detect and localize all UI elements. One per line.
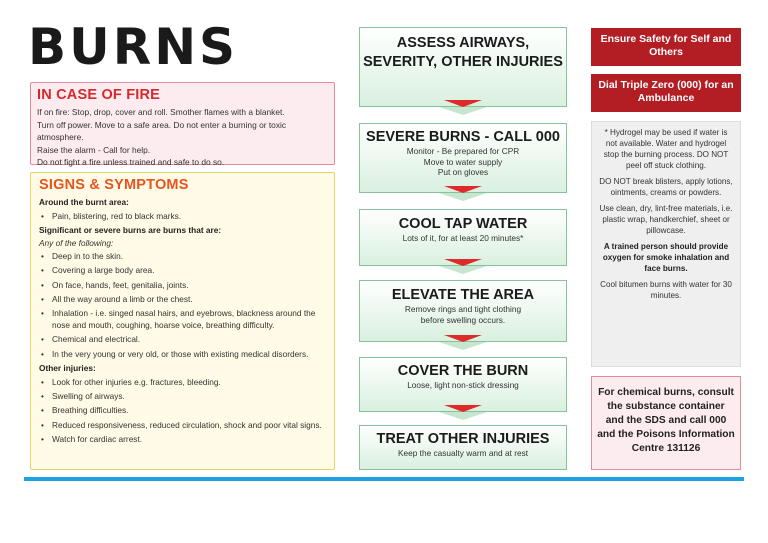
list-item: • In the very young or very old, or those with existing medical disorders. <box>39 348 326 360</box>
step-elevate <box>359 280 567 342</box>
list-item: • Pain, blistering, red to black marks. <box>39 210 326 222</box>
note: Use clean, dry, lint-free materials, i.e. plastic wrap, handkerchief, sheet or pillowcase. <box>599 204 733 235</box>
step-detail: Loose, light non-stick dressing <box>407 380 519 390</box>
step-assess <box>359 27 567 107</box>
fire-panel <box>30 82 335 165</box>
step-detail: Keep the casualty warm and at rest <box>397 448 529 458</box>
around-heading: Around the burnt area: <box>39 197 129 207</box>
step-cool-water <box>359 209 567 266</box>
list-item: • All the way around a limb or the chest. <box>39 293 326 305</box>
footer-divider <box>24 477 744 481</box>
step-detail: Monitor - Be prepared for CPR <box>406 146 520 156</box>
list-item: • Swelling of airways. <box>39 390 326 402</box>
list-item: • Watch for cardiac arrest. <box>39 433 326 445</box>
step-title: COVER THE BURN <box>397 363 529 379</box>
fire-line: If on fire: Stop, drop, cover and roll. Smother flames with a blanket. <box>37 107 285 117</box>
step-title: SEVERE BURNS - CALL 000 <box>366 129 560 145</box>
step-detail: Lots of it, for at least 20 minutes* <box>402 233 524 243</box>
step-title: ASSESS AIRWAYS, SEVERITY, OTHER INJURIES <box>363 35 563 70</box>
note: Cool bitumen burns with water for 30 minutes. <box>600 280 732 300</box>
around-list <box>39 210 326 222</box>
step-detail: Move to water supply <box>423 156 503 167</box>
fire-line: Turn off power. Move to a safe area. Do not enter a burning or toxic atmosphere. <box>37 119 287 142</box>
list-item: • Breathing difficulties. <box>39 404 326 416</box>
step-treat-other <box>359 425 567 470</box>
list-item: • Look for other injuries e.g. fractures, bleeding. <box>39 376 326 388</box>
signs-heading: SIGNS & SYMPTOMS <box>39 177 189 193</box>
step-detail: before swelling occurs. <box>420 314 506 325</box>
step-title: TREAT OTHER INJURIES <box>376 431 550 447</box>
list-item: • Reduced responsiveness, reduced circulation, shock and poor vital signs. <box>39 419 326 431</box>
other-heading: Other injuries: <box>39 362 96 373</box>
note-oxygen: A trained person should provide oxygen for smoke inhalation and face burns. <box>602 242 730 273</box>
list-item: • Deep in to the skin. <box>39 250 326 262</box>
step-cover <box>359 357 567 412</box>
fire-line: Do not fight a fire unless trained and safe to do so. <box>37 157 225 167</box>
fire-line: Raise the alarm - Call for help. <box>37 144 151 155</box>
note: DO NOT break blisters, apply lotions, ointments, creams or powders. <box>599 177 733 197</box>
step-title: ELEVATE THE AREA <box>391 287 535 303</box>
step-detail: Put on gloves <box>437 167 489 177</box>
fire-heading: IN CASE OF FIRE <box>37 87 161 103</box>
signs-panel <box>30 172 335 470</box>
list-item: • On face, hands, feet, genitalia, joints. <box>39 279 326 291</box>
severe-subheading: Any of the following: <box>39 238 114 248</box>
chemical-burns-panel: For chemical burns, consult the substance container and the SDS and call 000 and the Poisons Information Centre 131126 <box>591 376 741 470</box>
dial-000-alert: Dial Triple Zero (000) for an Ambulance <box>591 74 741 112</box>
list-item: • Chemical and electrical. <box>39 333 326 345</box>
page-title: BURNS <box>28 18 239 76</box>
note: * Hydrogel may be used if water is not available. Water and hydrogel stop the burning process. DO NOT peel off stuck clothing. <box>603 128 729 170</box>
step-detail: Remove rings and tight clothing <box>404 304 522 314</box>
safety-alert: Ensure Safety for Self and Others <box>591 28 741 66</box>
step-severe-burns <box>359 123 567 193</box>
severe-heading: Significant or severe burns are burns that are: <box>39 225 222 235</box>
step-title: COOL TAP WATER <box>398 216 528 232</box>
other-list <box>39 376 326 445</box>
notes-panel <box>591 121 741 367</box>
list-item: • Covering a large body area. <box>39 264 326 276</box>
severe-list <box>39 250 326 360</box>
list-item: • Inhalation - i.e. singed nasal hairs, and eyebrows, blackness around the nose and mouth, coughing, hoarse voice, breathing difficulty. <box>39 307 326 331</box>
